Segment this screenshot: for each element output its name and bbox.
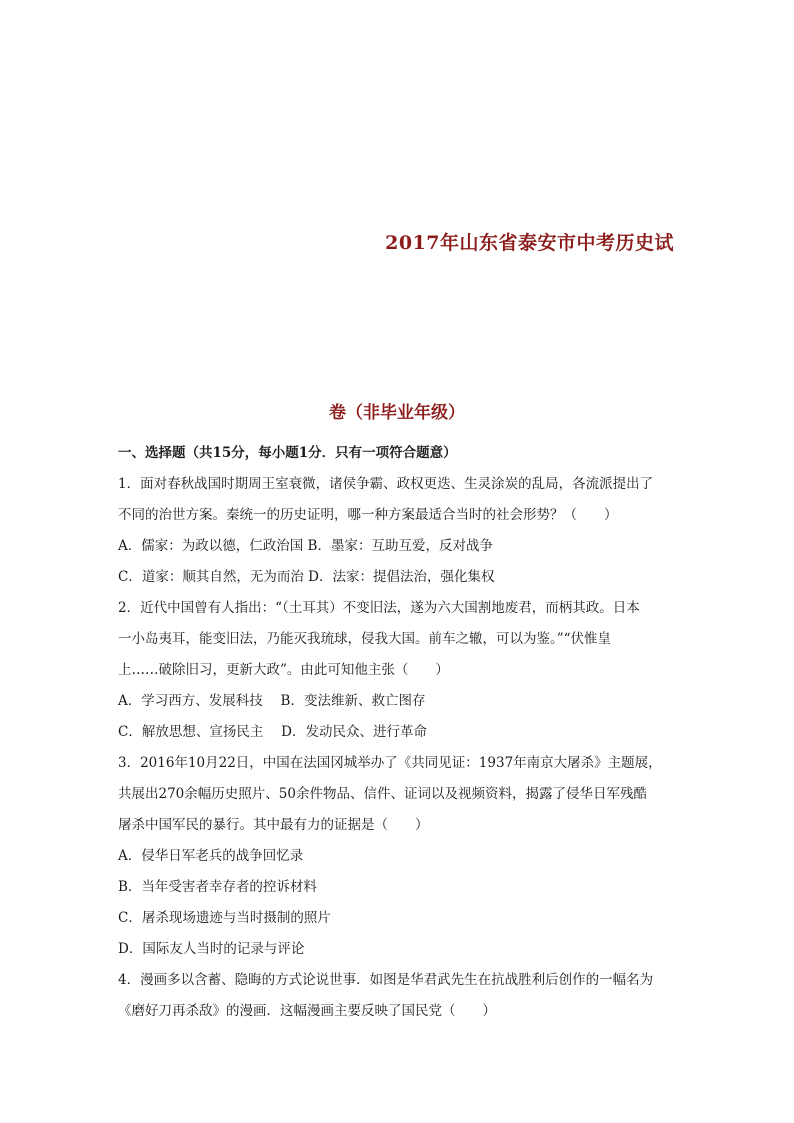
question-text-line: 共展出270余幅历史照片、50余件物品、信件、证词以及视频资料，揭露了侵华日军残酷 bbox=[118, 786, 647, 802]
question-text-line: 1．面对春秋战国时期周王室衰微，诸侯争霸、政权更迭、生灵涂炭的乱局，各流派提出了 bbox=[118, 476, 654, 492]
question-text-line: 屠杀中国军民的暴行。其中最有力的证据是（ ） bbox=[118, 817, 429, 833]
option-line: A．侵华日军老兵的战争回忆录 bbox=[118, 848, 304, 864]
option-line: B．当年受害者幸存者的控诉材料 bbox=[118, 879, 317, 895]
exam-title: 2017年山东省泰安市中考历史试 bbox=[385, 232, 674, 254]
question-2 bbox=[118, 593, 678, 748]
question-text-line: 《磨好刀再杀敌》的漫画．这幅漫画主要反映了国民党（ ） bbox=[118, 1003, 496, 1019]
question-text-line: 3．2016年10月22日，中国在法国冈城举办了《共同见证：1937年南京大屠杀》主题展， bbox=[118, 755, 662, 771]
question-3 bbox=[118, 748, 678, 965]
exam-content bbox=[118, 438, 678, 1027]
question-text-line: 4．漫画多以含蓄、隐晦的方式论说世事．如图是华君武先生在抗战胜利后创作的一幅名为 bbox=[118, 972, 654, 988]
option-line: D．国际友人当时的记录与评论 bbox=[118, 941, 305, 957]
question-4 bbox=[118, 965, 678, 1027]
option-line: A．学习西方、发展科技 B．变法维新、救亡图存 bbox=[118, 693, 426, 709]
option-line: C．解放思想、宣扬民主 D．发动民众、进行革命 bbox=[118, 724, 427, 740]
exam-subtitle: 卷（非毕业年级） bbox=[329, 403, 465, 423]
question-1 bbox=[118, 469, 678, 593]
question-text-line: 不同的治世方案。秦统一的历史证明，哪一种方案最适合当时的社会形势？（ ） bbox=[118, 507, 618, 523]
option-line: A．儒家：为政以德，仁政治国 B．墨家：互助互爱，反对战争 bbox=[118, 538, 493, 554]
question-text-line: 2．近代中国曾有人指出：“（土耳其）不变旧法，遂为六大国割地废君，而柄其政。日本 bbox=[118, 600, 640, 616]
question-text-line: 上……破除旧习，更新大政”。由此可知他主张（ ） bbox=[118, 662, 449, 678]
option-line: C．道家：顺其自然，无为而治 D．法家：提倡法治，强化集权 bbox=[118, 569, 495, 585]
question-text-line: 一小岛夷耳，能变旧法，乃能灭我琉球，侵我大国。前车之辙，可以为鉴。”“伏惟皇 bbox=[118, 631, 612, 647]
option-line: C．屠杀现场遗迹与当时摄制的照片 bbox=[118, 910, 331, 926]
section-heading: 一、选择题（共15分，每小题1分．只有一项符合题意） bbox=[118, 445, 457, 461]
